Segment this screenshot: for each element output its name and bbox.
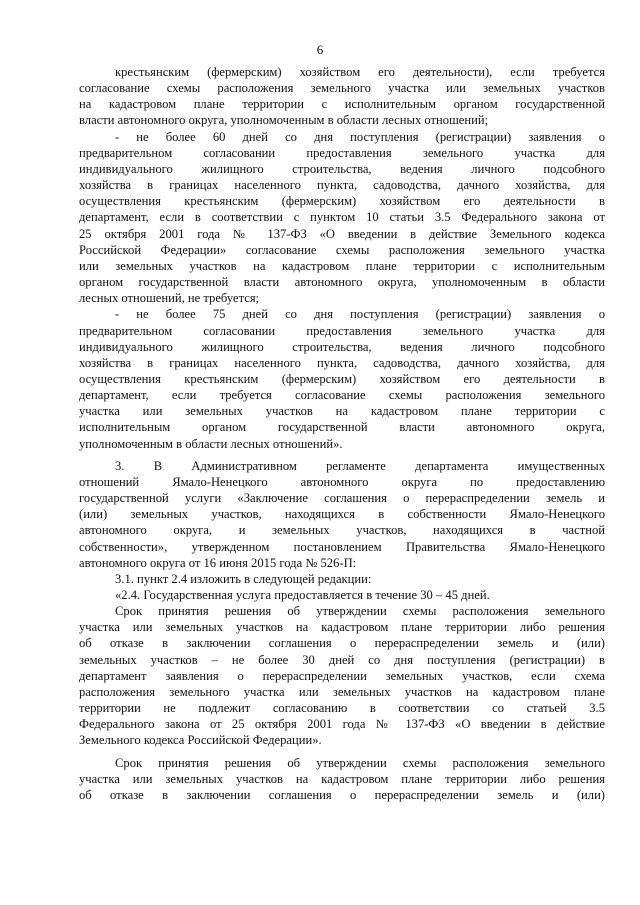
text-line: Срок принятия решения об утверждении схемы расположения земельного	[115, 755, 605, 770]
text-line: - не более 60 дней со дня поступления (регистрации) заявления о	[115, 129, 605, 144]
text-line: автономного округа от 16 июня 2015 года № 526-П:	[79, 555, 357, 570]
text-line: Федерального закона от 25 октября 2001 года № 137-ФЗ «О введении в действие	[79, 717, 605, 732]
text-line: земельных участков – не более 30 дней со дня поступления (регистрации) в	[79, 652, 605, 667]
text-line: 3.1. пункт 2.4 изложить в следующей редакции:	[115, 571, 372, 586]
text-line: участка или земельных участков на кадастровом плане территории с	[79, 404, 605, 419]
text-line: 25 октября 2001 года № 137-ФЗ «О введении в действие Земельного кодекса	[79, 226, 605, 241]
text-line: органом государственной власти автономного округа, уполномоченным в области	[79, 275, 605, 290]
text-line: Российской Федерации» согласование схемы расположения земельного участка	[79, 242, 605, 257]
text-line: предварительном согласовании предоставления земельного участка для	[79, 323, 605, 338]
text-line: власти автономного округа, уполномоченным в области лесных отношений;	[79, 113, 489, 128]
text-line: об отказе в заключении соглашения о перераспределении земель и (или)	[79, 787, 605, 802]
text-line: (или) земельных участков, находящихся в собственности Ямало-Ненецкого	[79, 507, 605, 522]
text-line: территории не подлежит согласованию в соответствии со статьей 3.5	[79, 701, 605, 716]
text-line: осуществления крестьянским (фермерским) хозяйством его деятельности в	[79, 194, 605, 209]
text-line: индивидуального жилищного строительства, ведения личного подсобного	[79, 161, 605, 176]
text-line: исполнительным органом государственной власти автономного округа,	[79, 420, 605, 435]
text-line: отношений Ямало-Ненецкого автономного округа по предоставлению	[79, 474, 605, 489]
text-line: участка или земельных участков на кадастровом плане территории либо решения	[79, 771, 605, 786]
page-number: 6	[316, 42, 324, 57]
text-line: Срок принятия решения об утверждении схемы расположения земельного	[115, 604, 605, 619]
text-line: автономного округа, и земельных участков, находящихся в частной	[79, 523, 605, 538]
text-line: 3. В Административном регламенте департамента имущественных	[115, 458, 605, 473]
text-line: предварительном согласовании предоставления земельного участка для	[79, 145, 605, 160]
text-line: крестьянским (фермерским) хозяйством его деятельности), если требуется	[115, 65, 605, 79]
text-line: хозяйства в границах населенного пункта, садоводства, дачного хозяйства, для	[79, 355, 605, 370]
text-line: хозяйства в границах населенного пункта, садоводства, дачного хозяйства, для	[79, 178, 605, 193]
text-line: Земельного кодекса Российской Федерации».	[79, 733, 322, 748]
text-line: осуществления крестьянским (фермерским) хозяйством его деятельности в	[79, 371, 605, 386]
text-line: или земельных участков на кадастровом плане территории с исполнительным	[79, 258, 605, 273]
text-line: «2.4. Государственная услуга предоставляется в течение 30 – 45 дней.	[115, 588, 490, 602]
text-line: об отказе в заключении соглашения о перераспределении земель и (или)	[79, 636, 605, 651]
text-line: на кадастровом плане территории с исполнительным органом государственной	[79, 97, 605, 112]
text-line: участка или земельных участков на кадастровом плане территории либо решения	[79, 620, 605, 635]
text-line: департамент заявления о перераспределении земельных участков, если схема	[79, 668, 605, 683]
text-line: уполномоченным в области лесных отношений».	[79, 436, 343, 451]
text-line: расположения земельного участка или земельных участков на кадастровом плане	[79, 684, 605, 699]
text-line: - не более 75 дней со дня поступления (регистрации) заявления о	[115, 307, 605, 322]
text-line: лесных отношений, не требуется;	[79, 291, 260, 306]
text-line: согласование схемы расположения земельного участка или земельных участков	[79, 81, 605, 96]
text-line: департамент, если требуется согласование схемы расположения земельного	[79, 388, 605, 403]
text-line: индивидуального жилищного строительства, ведения личного подсобного	[79, 339, 605, 354]
text-line: департамент, если в соответствии с пунктом 10 статьи 3.5 Федерального закона от	[79, 210, 605, 225]
body-text	[79, 64, 605, 803]
text-line: государственной услуги «Заключение соглашения о перераспределении земель и	[79, 491, 605, 506]
text-line: собственности», утвержденном постановлением Правительства Ямало-Ненецкого	[79, 539, 605, 554]
